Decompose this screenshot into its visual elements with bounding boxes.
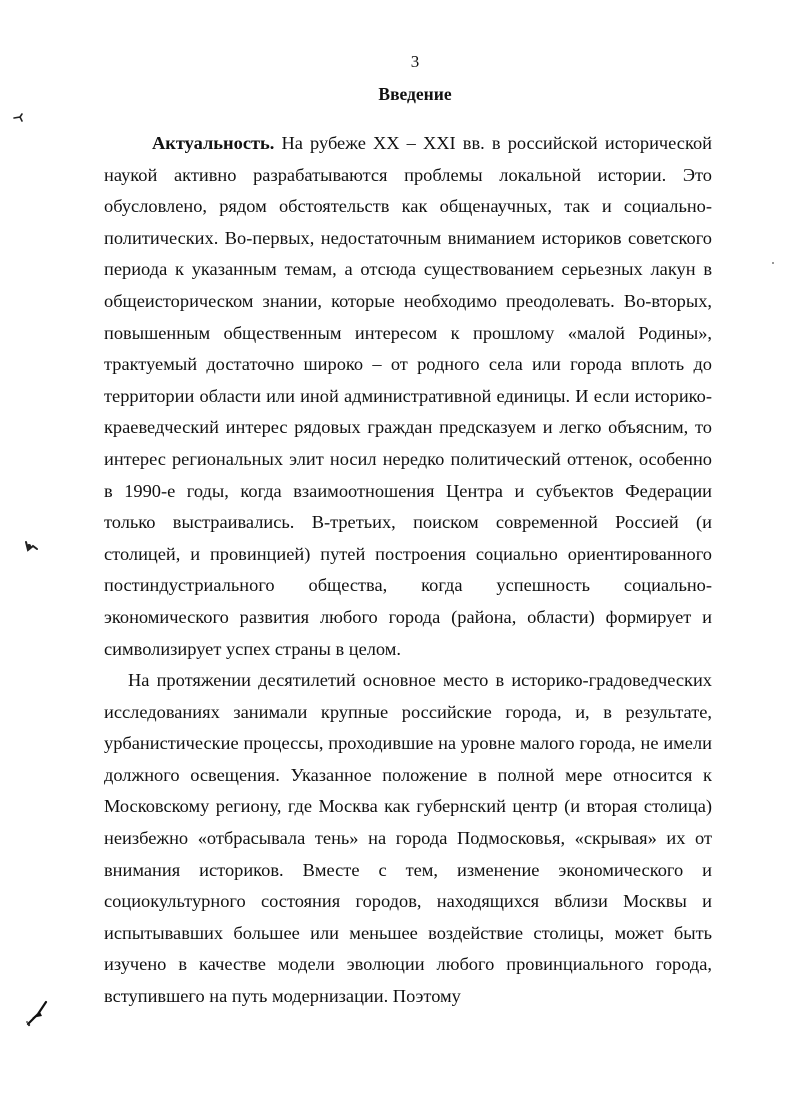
paragraph-text: На протяжении десятилетий основное место в историко-градоведческих исследованиях занимали крупные российские города, и, в результате, урбанистические процессы, проходившие на уровне малого города, не имели должного освещения. Указанное положение в полной мере относится к Московскому региону, где Москва как губернский центр (и вторая столица) неизбежно «отбрасывала тень» на города Подмосковья, «скрывая» их от внимания историков. Вместе с тем, изменение экономического и социокультурного состояния городов, находящихся вблизи Москвы и испытывавших большее или меньшее воздействие столицы, может быть изучено в качестве модели эволюции любого провинциального города, вступившего на путь модернизации. Поэтому bbox=[104, 670, 712, 1007]
body-text bbox=[104, 128, 712, 1013]
ink-mark-icon bbox=[24, 998, 46, 1020]
ink-mark-icon bbox=[20, 534, 42, 556]
paragraph-lead-term: Актуальность. bbox=[152, 133, 275, 153]
paragraph-relevance bbox=[104, 128, 712, 665]
ink-mark-icon bbox=[10, 104, 32, 126]
paragraph-research-focus bbox=[104, 665, 712, 1013]
scan-speck bbox=[772, 262, 774, 264]
page-number: 3 bbox=[410, 52, 420, 71]
paragraph-text: На рубеже XX – XXI вв. в российской исторической наукой активно разрабатываются проблемы локальной истории. Это обусловлено, рядом обстоятельств как общенаучных, так и социально-политических. Во-первых, недостаточным вниманием историков советского периода к указанным темам, а отсюда существованием серьезных лакун в общеисторическом знании, которые необходимо преодолевать. Во-вторых, повышенным общественным интересом к прошлому «малой Родины», трактуемый достаточно широко – от родного села или города вплоть до территории области или иной административной единицы. И если историко-краеведческий интерес рядовых граждан предсказуем и легко объясним, то интерес региональных элит носил нередко политический оттенок, особенно в 1990-е годы, когда взаимоотношения Центра и субъектов Федерации только выстраивались. В-третьих, поиском современной Россией (и столицей, и провинцией) путей построения социально ориентированного постиндустриального общества, когда успешность социально-экономического развития любого города (района, области) формирует и символизирует успех страны в целом. bbox=[104, 133, 712, 659]
section-heading: Введение bbox=[378, 84, 452, 104]
